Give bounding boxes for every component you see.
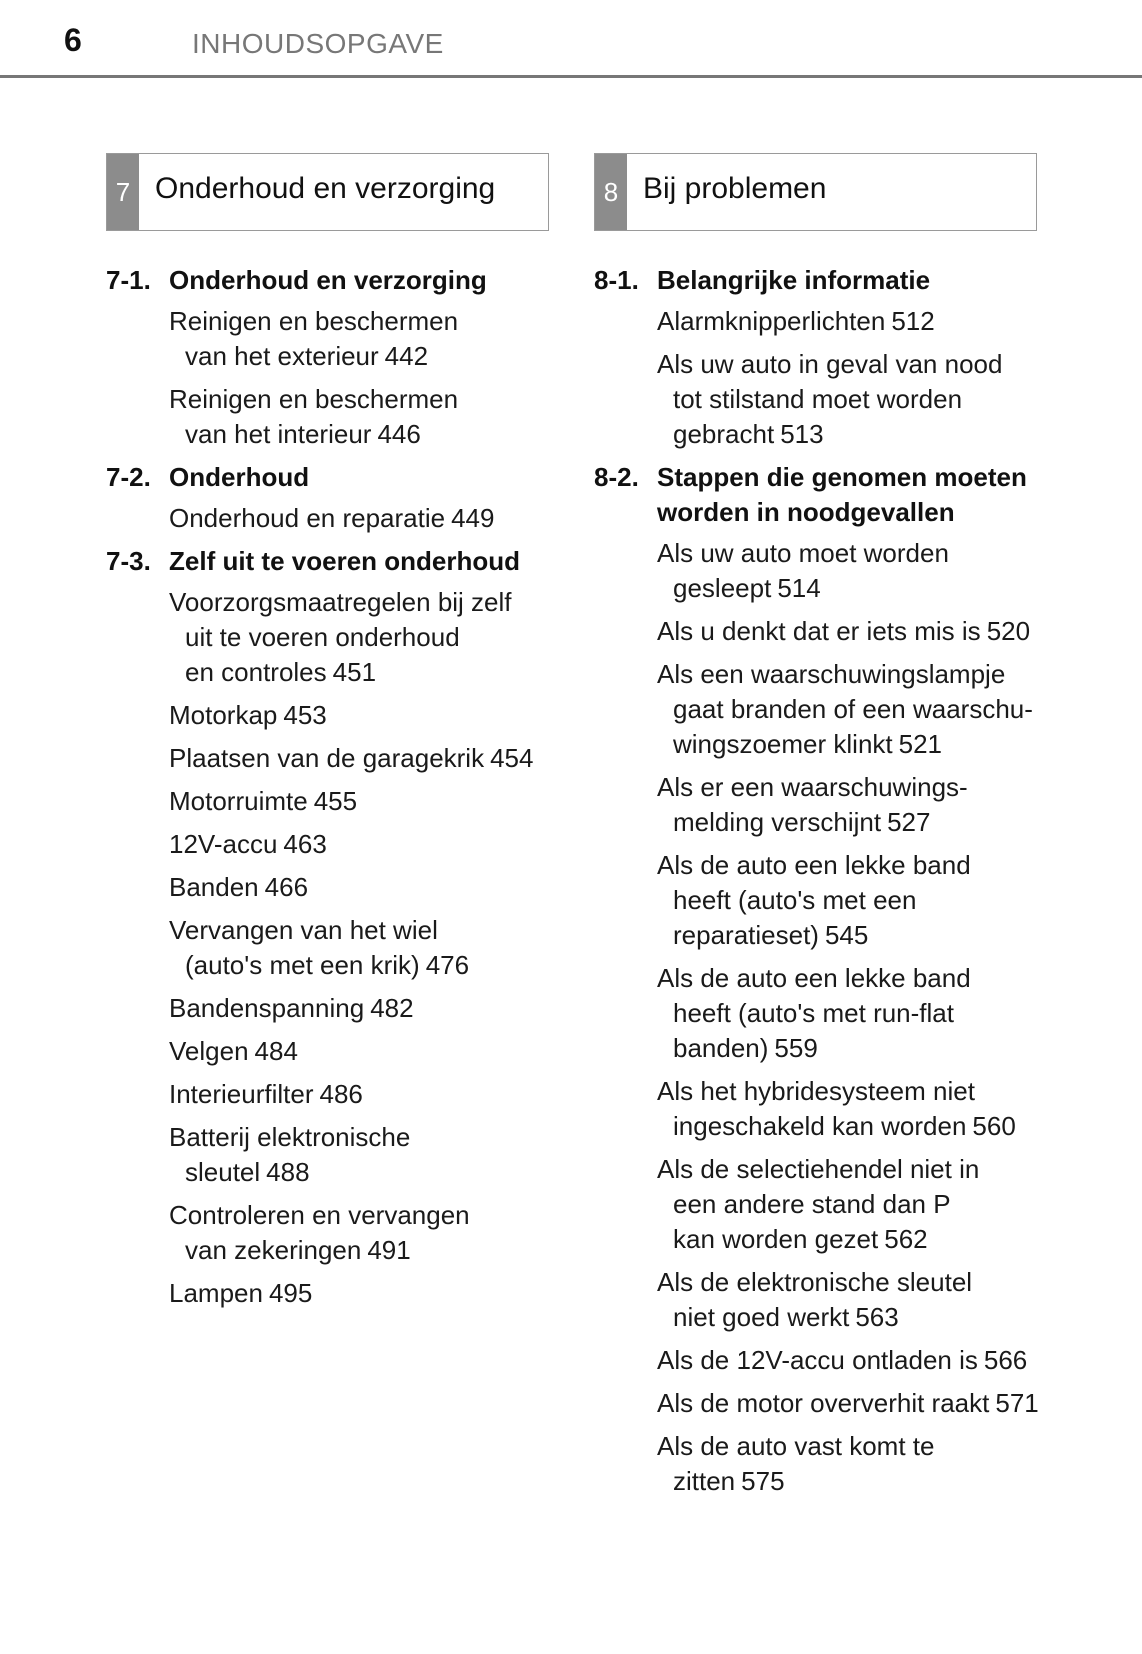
- entry-text: Interieurfilter: [169, 1079, 314, 1109]
- entry-line: [657, 1343, 1037, 1378]
- section-title: Belangrijke informatie: [657, 265, 931, 295]
- entry-line: Als een waarschuwingslampje: [657, 659, 1006, 689]
- entry-line: [169, 655, 549, 690]
- toc-entry[interactable]: [169, 913, 549, 983]
- entry-line: Reinigen en beschermen: [169, 306, 459, 336]
- page-ref[interactable]: 451: [332, 657, 377, 687]
- entry-text: Als de motor oververhit raakt: [657, 1388, 990, 1418]
- entry-line: Als de selectiehendel niet in: [657, 1154, 980, 1184]
- page-ref[interactable]: 484: [254, 1036, 298, 1066]
- page-ref[interactable]: 512: [891, 306, 935, 336]
- toc-section: [106, 544, 549, 1311]
- page-ref[interactable]: 453: [283, 700, 327, 730]
- toc-entry[interactable]: [169, 1077, 549, 1112]
- page-ref[interactable]: 566: [983, 1345, 1028, 1375]
- toc-entry[interactable]: [657, 1429, 1037, 1499]
- page-header: [0, 0, 1142, 78]
- page-ref[interactable]: 446: [377, 419, 421, 449]
- page-ref[interactable]: 520: [986, 616, 1031, 646]
- entry-text: en controles: [185, 657, 327, 687]
- toc-entry[interactable]: [169, 741, 549, 776]
- toc-entry[interactable]: [169, 991, 549, 1026]
- entry-line: Controleren en vervangen: [169, 1200, 470, 1230]
- entry-text: gebracht: [673, 419, 775, 449]
- page-ref[interactable]: 514: [777, 573, 821, 603]
- toc-section: [106, 460, 549, 536]
- toc-entry[interactable]: [657, 1386, 1037, 1421]
- toc-entry[interactable]: [657, 1074, 1037, 1144]
- entry-text: sleutel: [185, 1157, 261, 1187]
- entry-line: uit te voeren onderhoud: [185, 622, 460, 652]
- page-title: INHOUDSOPGAVE: [192, 28, 444, 59]
- page-ref[interactable]: 454: [490, 743, 534, 773]
- toc-entry[interactable]: [169, 1120, 549, 1190]
- toc-entry[interactable]: [169, 382, 549, 452]
- entry-line: Reinigen en beschermen: [169, 384, 459, 414]
- toc-entry[interactable]: [169, 827, 549, 862]
- page-ref[interactable]: 491: [367, 1235, 411, 1265]
- chapter-column-8: [594, 153, 1037, 1507]
- page-ref[interactable]: 486: [319, 1079, 363, 1109]
- entry-line: Als het hybridesysteem niet: [657, 1076, 975, 1106]
- entry-line: Als uw auto in geval van nood: [657, 349, 1003, 379]
- entry-line: [169, 948, 549, 983]
- entry-line: Vervangen van het wiel: [169, 915, 438, 945]
- toc-entry[interactable]: [657, 1343, 1037, 1378]
- entry-line: Als de auto vast komt te: [657, 1431, 935, 1461]
- section-heading: [106, 544, 549, 579]
- entry-line: [657, 805, 1037, 840]
- entry-text: wingszoemer klinkt: [673, 729, 893, 759]
- toc-entry[interactable]: [169, 870, 549, 905]
- section-heading: [594, 460, 1037, 530]
- toc-list: [106, 263, 549, 1311]
- toc-entry[interactable]: [657, 1152, 1037, 1257]
- section-title: worden in noodgevallen: [657, 497, 955, 527]
- toc-list: [594, 263, 1037, 1499]
- entry-line: Als uw auto moet worden: [657, 538, 949, 568]
- entry-line: [657, 727, 1037, 762]
- entry-line: [169, 1034, 549, 1069]
- entry-text: Plaatsen van de garagekrik: [169, 743, 485, 773]
- toc-entry[interactable]: [169, 1198, 549, 1268]
- page-ref[interactable]: 562: [884, 1224, 928, 1254]
- section-number: 7-2.: [106, 462, 151, 492]
- entry-line: heeft (auto's met run-flat: [673, 998, 954, 1028]
- entry-text: zitten: [673, 1466, 736, 1496]
- entry-text: kan worden gezet: [673, 1224, 879, 1254]
- chapter-number-tab: 8: [595, 154, 627, 230]
- entry-line: [169, 417, 549, 452]
- entry-line: [657, 1386, 1037, 1421]
- entry-text: van het exterieur: [185, 341, 379, 371]
- entry-text: Lampen: [169, 1278, 263, 1308]
- entry-line: [657, 1031, 1037, 1066]
- entry-line: [657, 417, 1037, 452]
- toc-entry[interactable]: [657, 770, 1037, 840]
- section-title: Onderhoud en verzorging: [169, 265, 487, 295]
- entry-line: Voorzorgsmaatregelen bij zelf: [169, 587, 512, 617]
- page-ref[interactable]: 466: [264, 872, 309, 902]
- entry-line: [169, 1276, 549, 1311]
- entry-line: [169, 991, 549, 1026]
- section-number: 8-2.: [594, 462, 639, 492]
- entry-text: Als de 12V-accu ontladen is: [657, 1345, 978, 1375]
- page-ref[interactable]: 488: [266, 1157, 310, 1187]
- toc-entry[interactable]: [657, 614, 1037, 649]
- page-ref[interactable]: 442: [384, 341, 429, 371]
- chapter-number-tab: 7: [107, 154, 139, 230]
- entry-text: van zekeringen: [185, 1235, 362, 1265]
- toc-section: [594, 460, 1037, 1499]
- entry-line: een andere stand dan P: [673, 1189, 951, 1219]
- toc-section: [106, 263, 549, 452]
- entry-line: Als de auto een lekke band: [657, 850, 971, 880]
- entry-line: [169, 1233, 549, 1268]
- page-ref[interactable]: 545: [824, 920, 869, 950]
- entry-line: [657, 304, 1037, 339]
- entry-text: reparatieset): [673, 920, 819, 950]
- page-ref[interactable]: 463: [283, 829, 327, 859]
- section-title: Zelf uit te voeren onderhoud: [169, 546, 521, 576]
- entry-line: Als er een waarschuwings-: [657, 772, 968, 802]
- entry-line: [657, 918, 1037, 953]
- entry-text: Bandenspanning: [169, 993, 365, 1023]
- entry-line: [169, 339, 549, 374]
- toc-entry[interactable]: [657, 961, 1037, 1066]
- toc-entry[interactable]: [657, 1265, 1037, 1335]
- entry-text: Velgen: [169, 1036, 249, 1066]
- entry-line: [169, 784, 549, 819]
- chapter-header: [106, 153, 549, 231]
- section-number: 8-1.: [594, 265, 639, 295]
- entry-line: Als de auto een lekke band: [657, 963, 971, 993]
- entry-text: ingeschakeld kan worden: [673, 1111, 967, 1141]
- entry-text: Banden: [169, 872, 259, 902]
- toc-entry[interactable]: [169, 1276, 549, 1311]
- toc-section: [594, 263, 1037, 452]
- section-number: 7-3.: [106, 546, 151, 576]
- page-number: 6: [64, 22, 82, 58]
- chapter-column-7: [106, 153, 549, 1319]
- page-ref[interactable]: 559: [774, 1033, 818, 1063]
- entry-text: niet goed werkt: [673, 1302, 850, 1332]
- entry-text: Onderhoud en reparatie: [169, 503, 446, 533]
- page-ref[interactable]: 560: [972, 1111, 1016, 1141]
- toc-entry[interactable]: [169, 585, 549, 690]
- entry-line: [657, 1464, 1037, 1499]
- section-heading: [106, 263, 549, 298]
- entry-line: [169, 1155, 549, 1190]
- section-number: 7-1.: [106, 265, 151, 295]
- toc-entry[interactable]: [169, 698, 549, 733]
- toc-entry[interactable]: [657, 304, 1037, 339]
- entry-line: [169, 827, 549, 862]
- header-rule: [0, 75, 1142, 78]
- section-heading: [594, 263, 1037, 298]
- toc-entry[interactable]: [169, 501, 549, 536]
- toc-entry[interactable]: [657, 848, 1037, 953]
- entry-line: [657, 1109, 1037, 1144]
- entry-text: 12V-accu: [169, 829, 278, 859]
- page-ref[interactable]: 521: [898, 729, 943, 759]
- entry-line: [657, 1300, 1037, 1335]
- toc-entry[interactable]: [169, 1034, 549, 1069]
- entry-text: (auto's met een krik): [185, 950, 420, 980]
- page-ref[interactable]: 455: [313, 786, 358, 816]
- entry-line: Als de elektronische sleutel: [657, 1267, 973, 1297]
- page-ref[interactable]: 563: [855, 1302, 899, 1332]
- entry-line: gaat branden of een waarschu-: [673, 694, 1033, 724]
- entry-text: Motorruimte: [169, 786, 308, 816]
- entry-line: [657, 1222, 1037, 1257]
- page-ref[interactable]: 495: [268, 1278, 313, 1308]
- chapter-title: Bij problemen: [643, 172, 827, 205]
- entry-line: [169, 870, 549, 905]
- toc-entry[interactable]: [657, 347, 1037, 452]
- entry-line: [169, 1077, 549, 1112]
- entry-line: [169, 698, 549, 733]
- entry-text: van het interieur: [185, 419, 372, 449]
- entry-line: [169, 741, 549, 776]
- page-ref[interactable]: 527: [887, 807, 931, 837]
- page-ref[interactable]: 513: [780, 419, 824, 449]
- page-ref[interactable]: 575: [741, 1466, 785, 1496]
- toc-entry[interactable]: [657, 536, 1037, 606]
- entry-line: Batterij elektronische: [169, 1122, 411, 1152]
- page-ref[interactable]: 476: [425, 950, 470, 980]
- entry-text: gesleept: [673, 573, 772, 603]
- entry-text: banden): [673, 1033, 769, 1063]
- entry-line: tot stilstand moet worden: [673, 384, 963, 414]
- entry-line: [657, 614, 1037, 649]
- entry-line: [657, 571, 1037, 606]
- entry-text: Alarmknipperlichten: [657, 306, 886, 336]
- toc-entry[interactable]: [169, 784, 549, 819]
- entry-line: heeft (auto's met een: [673, 885, 917, 915]
- section-title: Onderhoud: [169, 462, 310, 492]
- page-ref[interactable]: 482: [370, 993, 414, 1023]
- page-ref[interactable]: 449: [451, 503, 495, 533]
- section-title: Stappen die genomen moeten: [657, 462, 1027, 492]
- entry-text: Als u denkt dat er iets mis is: [657, 616, 981, 646]
- section-heading: [106, 460, 549, 495]
- chapter-title: Onderhoud en verzorging: [155, 172, 496, 205]
- toc-entry[interactable]: [169, 304, 549, 374]
- entry-text: melding verschijnt: [673, 807, 882, 837]
- toc-entry[interactable]: [657, 657, 1037, 762]
- page-ref[interactable]: 571: [995, 1388, 1039, 1418]
- entry-line: [169, 501, 549, 536]
- entry-text: Motorkap: [169, 700, 278, 730]
- chapter-header: [594, 153, 1037, 231]
